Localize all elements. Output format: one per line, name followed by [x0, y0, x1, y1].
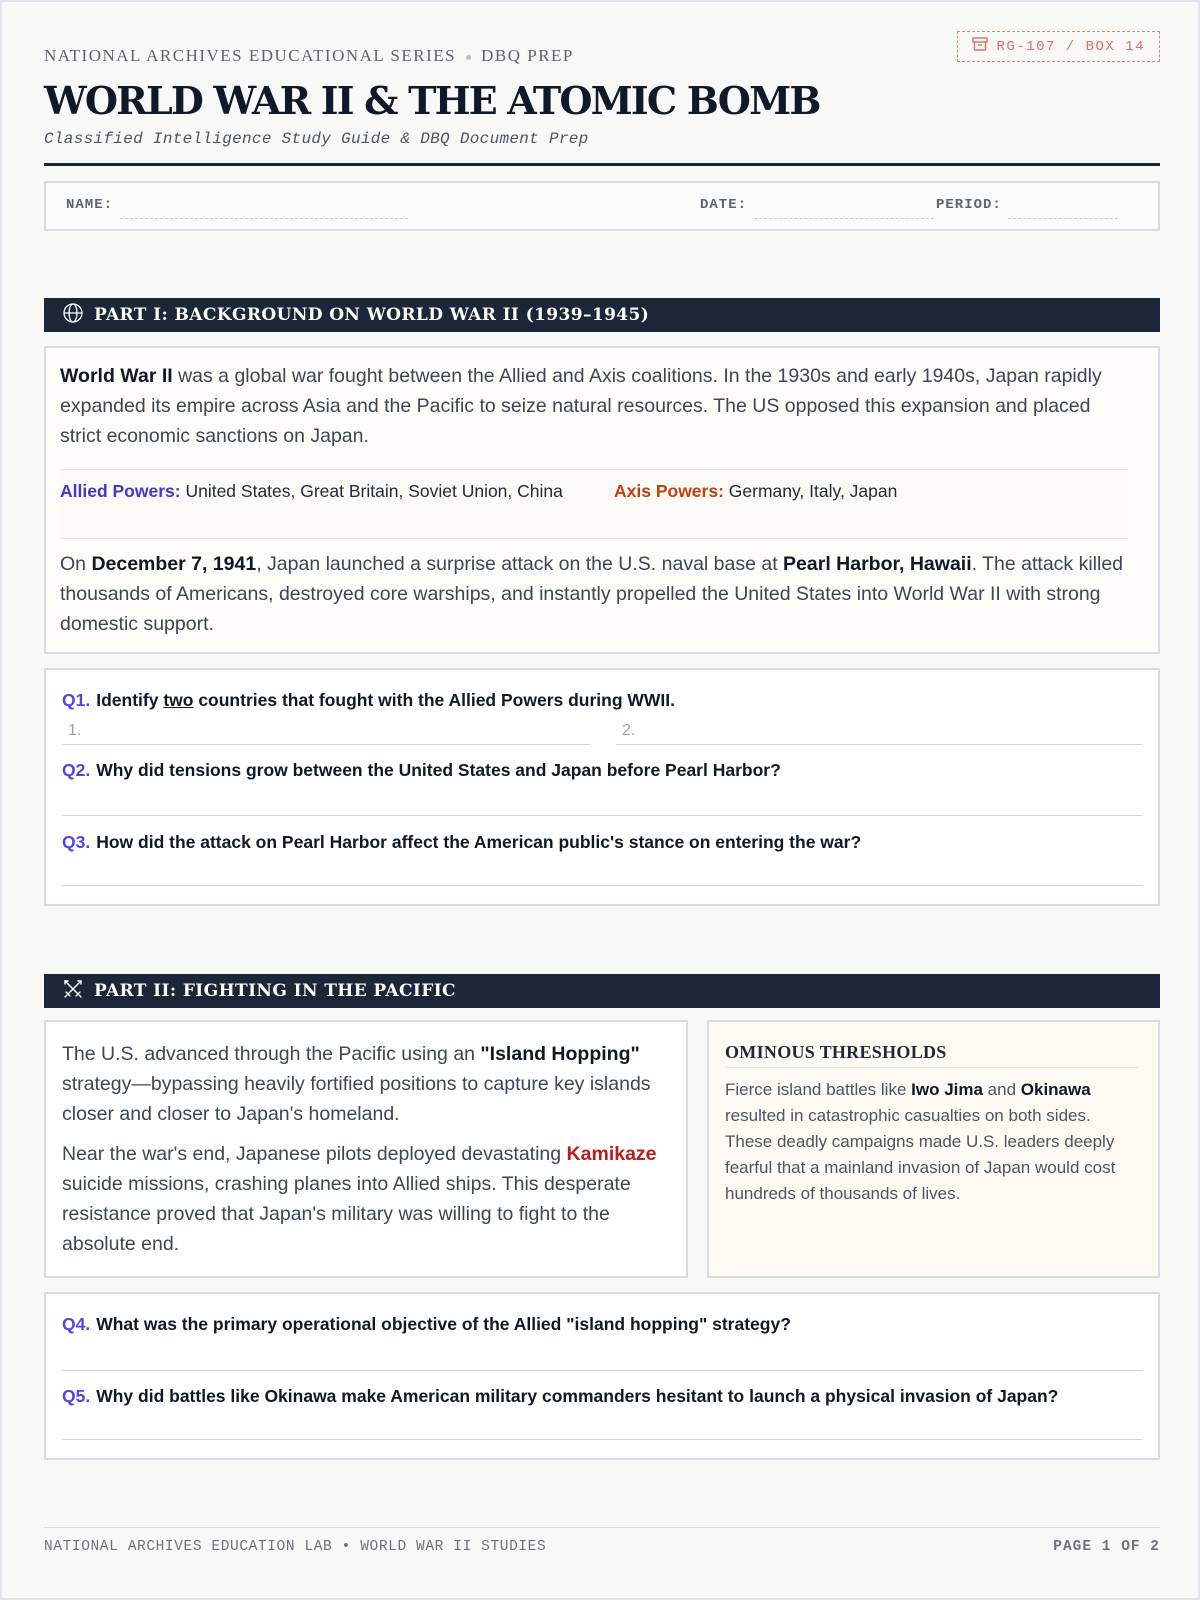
- intro-text: was a global war fought between the Allied and Axis coalitions. In the 1930s and early 1940s, Japan rapidly expanded its empire across Asia and the Pacific to seize natural resources. The US opposed this expansion and placed strict economic sanctions on Japan.: [60, 365, 1102, 447]
- crossed-swords-icon: [44, 978, 94, 1005]
- note-text-3: resulted in catastrophic casualties on both sides. These deadly campaigns made U.S. leaders deeply fearful that a mainland invasion of Japan would cost hundreds of thousands of lives.: [725, 1106, 1116, 1203]
- ph-text-1: On: [60, 553, 92, 575]
- series-name: NATIONAL ARCHIVES EDUCATIONAL SERIES: [44, 46, 457, 65]
- page-title: WORLD WAR II & THE ATOMIC BOMB: [44, 78, 820, 123]
- allied-list: United States, Great Britain, Soviet Union, China: [180, 481, 563, 501]
- footer-left: NATIONAL ARCHIVES EDUCATION LAB • WORLD WAR II STUDIES: [44, 1539, 547, 1555]
- ph-date: December 7, 1941: [91, 553, 257, 575]
- q1-answer-1[interactable]: [62, 744, 590, 745]
- okinawa: Okinawa: [1020, 1080, 1091, 1099]
- allied-label: Allied Powers:: [60, 481, 181, 501]
- archive-stamp: [957, 31, 1160, 62]
- part1-reading-card: [44, 346, 1160, 654]
- p2-text-1: The U.S. advanced through the Pacific using an: [62, 1043, 481, 1065]
- question-1: [62, 690, 675, 711]
- p2-text-3: Near the war's end, Japanese pilots deployed devastating: [62, 1143, 567, 1165]
- part1-intro: [60, 361, 1134, 451]
- axis-label: Axis Powers:: [614, 481, 724, 501]
- q1-blank1-label: 1.: [68, 722, 82, 739]
- note-title: OMINOUS THRESHOLDS: [725, 1042, 947, 1062]
- q1-number: Q1.: [62, 690, 91, 710]
- q5-text: Why did battles like Okinawa make American military commanders hesitant to launch a physical invasion of Japan?: [96, 1386, 1059, 1406]
- intro-bold: World War II: [60, 365, 173, 387]
- name-label: NAME:: [66, 197, 114, 213]
- separator-dot: [466, 55, 471, 60]
- q1-text-post: countries that fought with the Allied Powers during WWII.: [193, 690, 676, 710]
- ph-text-2: , Japan launched a surprise attack on the U.S. naval base at: [256, 553, 784, 575]
- part2-heading-bar: [44, 974, 1160, 1008]
- ominous-thresholds-note: [707, 1020, 1160, 1278]
- p2-text-4: suicide missions, crashing planes into Allied ships. This desperate resistance proved that Japan's military was willing to fight to the absolute end.: [62, 1173, 631, 1255]
- q3-answer-line[interactable]: [62, 885, 1142, 886]
- island-hopping-paragraph: [62, 1039, 666, 1129]
- p2-text-2: strategy—bypassing heavily fortified positions to capture key islands closer and closer to Japan's homeland.: [62, 1073, 651, 1125]
- date-field[interactable]: [754, 218, 934, 219]
- q5-number: Q5.: [62, 1386, 91, 1406]
- part2-heading: PART II: FIGHTING IN THE PACIFIC: [94, 981, 456, 1001]
- q2-answer-line[interactable]: [62, 815, 1142, 816]
- pearl-harbor-paragraph: [60, 549, 1136, 639]
- question-3: [62, 832, 861, 853]
- date-label: DATE:: [700, 197, 748, 213]
- series-label: [44, 46, 574, 66]
- q3-number: Q3.: [62, 832, 91, 852]
- q5-answer-line[interactable]: [62, 1439, 1142, 1440]
- page-subtitle: Classified Intelligence Study Guide & DBQ Document Prep: [44, 130, 589, 148]
- prep-label: DBQ PREP: [481, 46, 574, 65]
- island-hopping-term: "Island Hopping": [480, 1043, 640, 1065]
- q2-number: Q2.: [62, 760, 91, 780]
- note-text-1: Fierce island battles like: [725, 1080, 912, 1099]
- q3-text: How did the attack on Pearl Harbor affect the American public's stance on entering the war?: [96, 832, 862, 852]
- axis-powers: [614, 478, 897, 504]
- student-info-box: [44, 181, 1160, 231]
- part1-questions-card: [44, 668, 1160, 906]
- kamikaze-term: Kamikaze: [566, 1143, 657, 1165]
- q1-answer-2[interactable]: [616, 744, 1142, 745]
- part2-reading-card: [44, 1020, 688, 1278]
- q4-text: What was the primary operational objective of the Allied "island hopping" strategy?: [96, 1314, 791, 1334]
- note-text-2: and: [982, 1080, 1021, 1099]
- q1-blank2-label: 2.: [622, 722, 636, 739]
- note-body: [725, 1077, 1135, 1207]
- name-field[interactable]: [120, 218, 408, 219]
- allied-powers: [60, 478, 580, 504]
- period-label: PERIOD:: [936, 197, 1002, 213]
- powers-box: [60, 469, 1128, 539]
- axis-list: Germany, Italy, Japan: [723, 481, 898, 501]
- question-4: [62, 1314, 791, 1335]
- q4-answer-line[interactable]: [62, 1370, 1142, 1371]
- note-divider: [725, 1067, 1138, 1068]
- part1-heading: PART I: BACKGROUND ON WORLD WAR II (1939–1945): [94, 305, 650, 325]
- stamp-text: RG-107 / BOX 14: [996, 38, 1145, 55]
- ph-place: Pearl Harbor, Hawaii: [783, 553, 972, 575]
- period-field[interactable]: [1008, 218, 1118, 219]
- q4-number: Q4.: [62, 1314, 91, 1334]
- q2-text: Why did tensions grow between the United States and Japan before Pearl Harbor?: [96, 760, 781, 780]
- archive-box-icon: [972, 37, 988, 56]
- ph-text-3: . The attack killed thousands of Americans, destroyed core warships, and instantly propelled the United States into World War II with strong domestic support.: [60, 553, 1124, 635]
- question-5: [62, 1386, 1058, 1407]
- part2-questions-card: [44, 1292, 1160, 1460]
- iwo-jima: Iwo Jima: [911, 1080, 983, 1099]
- q1-text-pre: Identify: [96, 690, 164, 710]
- globe-icon: [44, 302, 94, 329]
- page-number: PAGE 1 OF 2: [1053, 1539, 1160, 1555]
- question-2: [62, 760, 781, 781]
- footer-rule: [44, 1527, 1160, 1528]
- part1-heading-bar: [44, 298, 1160, 332]
- header-rule: [44, 163, 1160, 166]
- q1-underlined: two: [163, 690, 194, 710]
- kamikaze-paragraph: [62, 1139, 666, 1259]
